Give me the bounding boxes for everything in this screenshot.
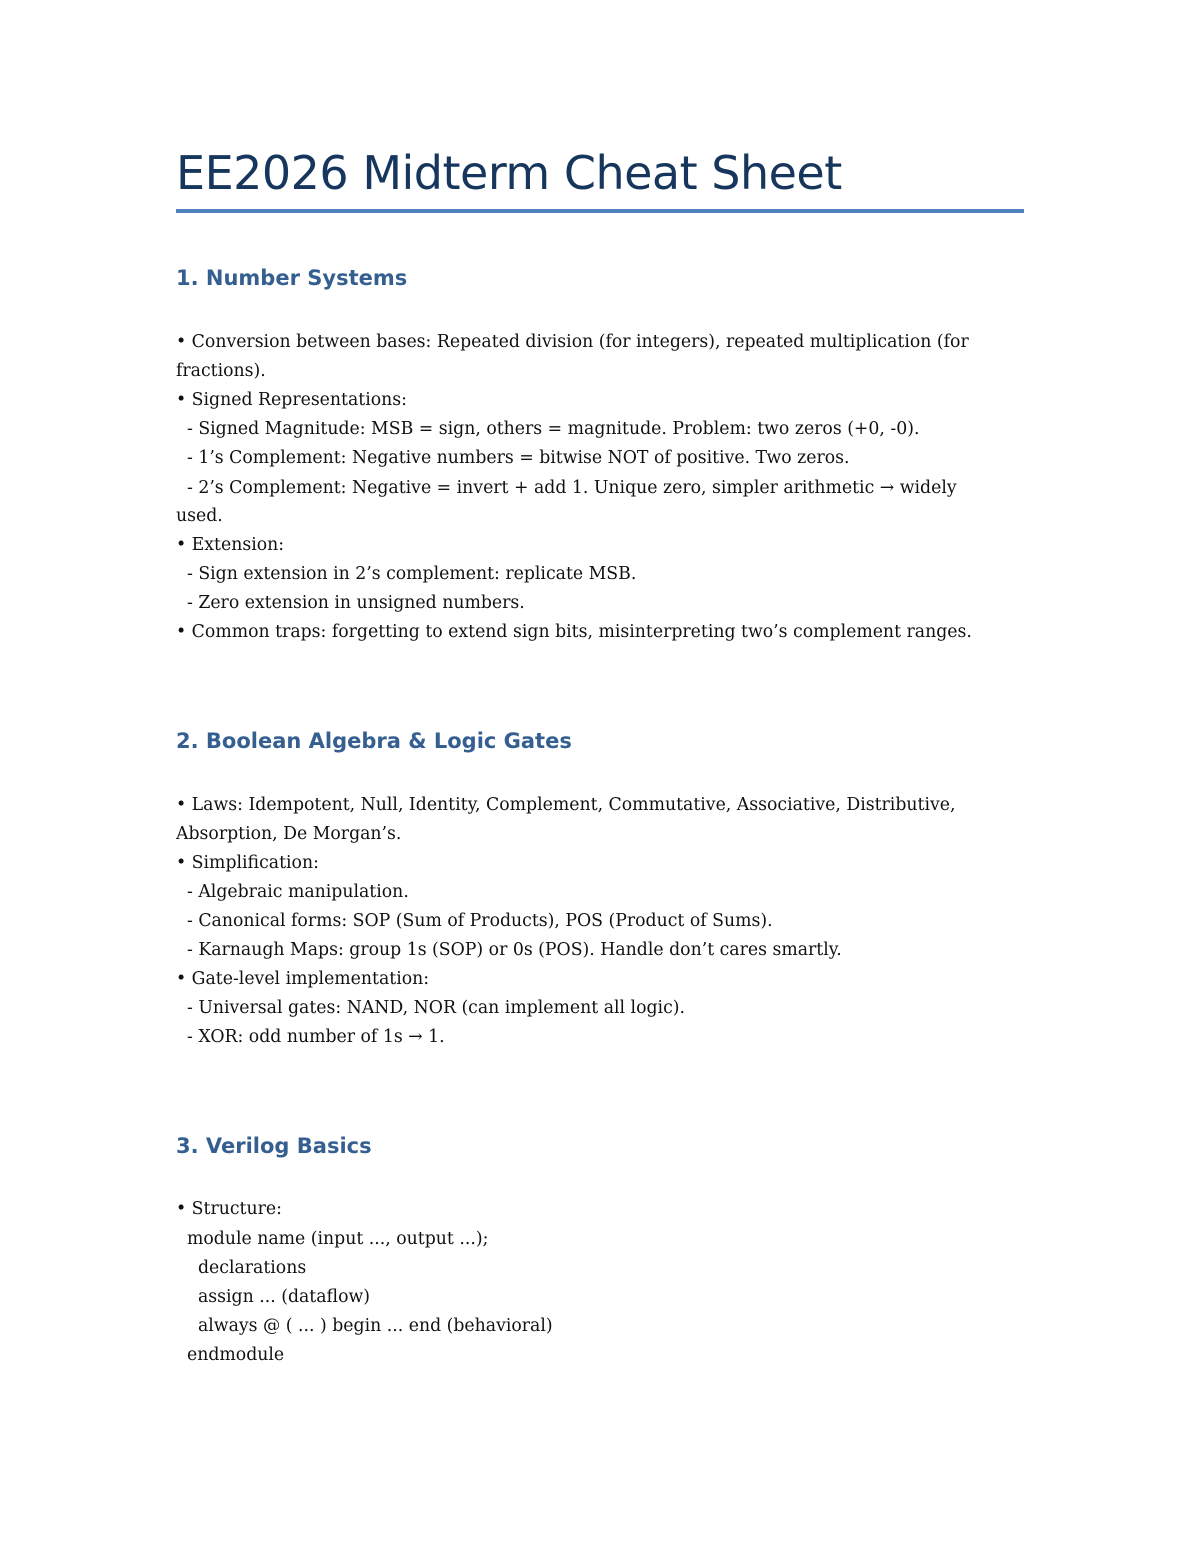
section-2-line: - Algebraic manipulation. <box>176 882 409 902</box>
section-3-code-line: module name (input ..., output ...); <box>176 1229 489 1249</box>
section-2-line: Absorption, De Morgan’s. <box>176 824 402 844</box>
section-1-line: • Conversion between bases: Repeated division (for integers), repeated multiplication (for <box>176 332 969 352</box>
section-1-line: - Sign extension in 2’s complement: replicate MSB. <box>176 564 637 584</box>
section-2-line: - XOR: odd number of 1s → 1. <box>176 1027 445 1047</box>
section-1-line: - 2’s Complement: Negative = invert + add 1. Unique zero, simpler arithmetic → widely <box>176 478 957 498</box>
title-underline <box>176 209 1024 213</box>
section-2-line: - Universal gates: NAND, NOR (can implement all logic). <box>176 998 685 1018</box>
section-2-line: • Simplification: <box>176 853 319 873</box>
section-2-line: - Canonical forms: SOP (Sum of Products), POS (Product of Sums). <box>176 911 773 931</box>
section-3-line: • Structure: <box>176 1199 282 1219</box>
section-2-line: • Gate-level implementation: <box>176 969 430 989</box>
section-1-line: • Signed Representations: <box>176 390 407 410</box>
section-3-code-line: endmodule <box>176 1345 285 1365</box>
section-heading-verilog-basics: 3. Verilog Basics <box>176 1134 372 1158</box>
section-1-line: • Common traps: forgetting to extend sign bits, misinterpreting two’s complement ranges. <box>176 622 972 642</box>
section-heading-number-systems: 1. Number Systems <box>176 266 408 290</box>
section-1-line: - Signed Magnitude: MSB = sign, others = magnitude. Problem: two zeros (+0, -0). <box>176 419 920 439</box>
section-2-line: - Karnaugh Maps: group 1s (SOP) or 0s (POS). Handle don’t cares smartly. <box>176 940 842 960</box>
section-2-line: • Laws: Idempotent, Null, Identity, Complement, Commutative, Associative, Distributive, <box>176 795 956 815</box>
section-1-line: - 1’s Complement: Negative numbers = bitwise NOT of positive. Two zeros. <box>176 448 850 468</box>
section-1-line: fractions). <box>176 361 266 381</box>
section-1-line: • Extension: <box>176 535 285 555</box>
section-heading-boolean-algebra: 2. Boolean Algebra & Logic Gates <box>176 729 572 753</box>
page-title: EE2026 Midterm Cheat Sheet <box>176 146 842 200</box>
section-1-line: - Zero extension in unsigned numbers. <box>176 593 525 613</box>
section-3-code-line: always @ ( ... ) begin ... end (behavioral) <box>176 1316 553 1336</box>
section-1-line: used. <box>176 506 223 526</box>
section-3-code-line: declarations <box>176 1258 307 1278</box>
section-3-code-line: assign ... (dataflow) <box>176 1287 371 1307</box>
